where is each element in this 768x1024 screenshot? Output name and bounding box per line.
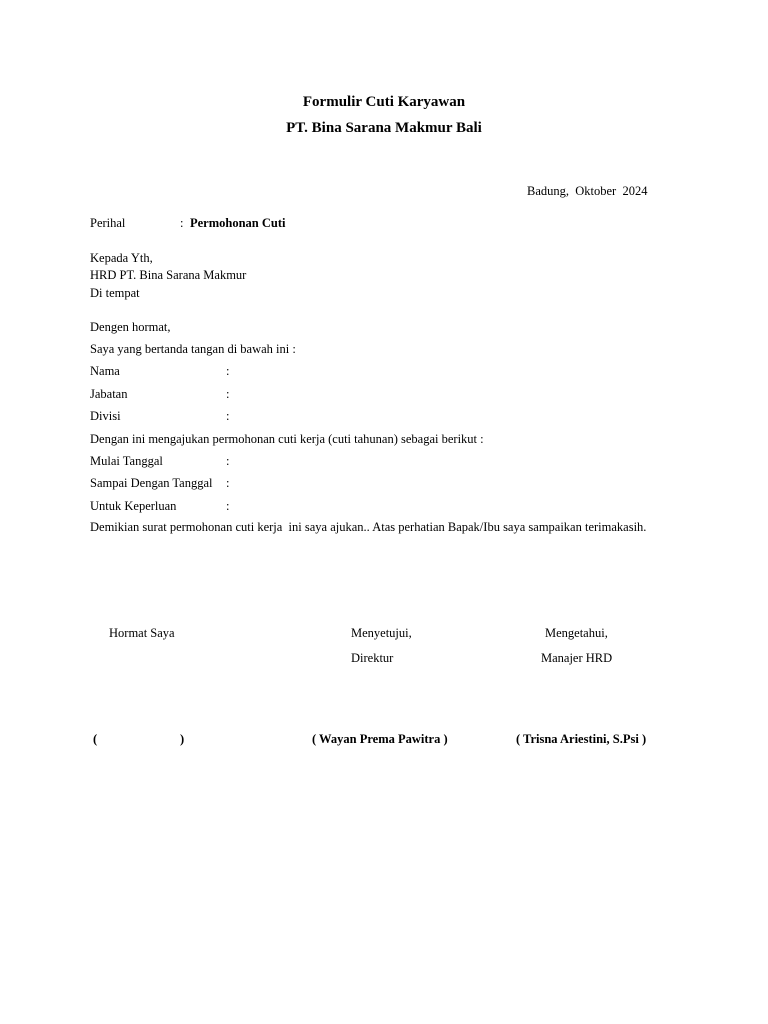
- field-colon: :: [226, 476, 230, 490]
- intro-text: Saya yang bertanda tangan di bawah ini :: [90, 342, 296, 356]
- field-colon: :: [226, 409, 230, 423]
- field-label-jabatan: Jabatan: [90, 387, 128, 401]
- recipient-line-3: Di tempat: [90, 286, 140, 300]
- subject-value: Permohonan Cuti: [190, 216, 286, 230]
- signature-role-director: Direktur: [351, 651, 394, 665]
- field-label-keperluan: Untuk Keperluan: [90, 499, 177, 513]
- place-date: Badung, Oktober 2024: [527, 184, 648, 198]
- request-text: Dengan ini mengajukan permohonan cuti kerja (cuti tahunan) sebagai berikut :: [90, 432, 484, 446]
- signature-heading-hr: Mengetahui,: [545, 626, 608, 640]
- signature-name-hr: ( Trisna Ariestini, S.Psi ): [516, 732, 647, 746]
- signature-open-paren: (: [93, 732, 98, 746]
- signature-close-paren: ): [180, 732, 185, 746]
- field-label-divisi: Divisi: [90, 409, 121, 423]
- field-colon: :: [226, 364, 230, 378]
- signature-heading-employee: Hormat Saya: [109, 626, 175, 640]
- form-title: Formulir Cuti Karyawan: [302, 94, 466, 110]
- subject-label: Perihal: [90, 216, 126, 230]
- signature-name-director: ( Wayan Prema Pawitra ): [312, 732, 448, 746]
- company-name: PT. Bina Sarana Makmur Bali: [286, 120, 482, 136]
- field-label-sampai-tanggal: Sampai Dengan Tanggal: [90, 476, 213, 490]
- field-colon: :: [226, 499, 230, 513]
- signature-heading-director: Menyetujui,: [351, 626, 412, 640]
- greeting: Dengen hormat,: [90, 320, 171, 334]
- signature-role-hr: Manajer HRD: [541, 651, 613, 665]
- field-label-mulai-tanggal: Mulai Tanggal: [90, 454, 163, 468]
- recipient-line-2: HRD PT. Bina Sarana Makmur: [90, 268, 247, 282]
- subject-colon: :: [180, 216, 184, 230]
- closing-text: Demikian surat permohonan cuti kerja ini saya ajukan.. Atas perhatian Bapak/Ibu saya sampaikan terimakasih.: [90, 520, 647, 534]
- field-colon: :: [226, 454, 230, 468]
- recipient-line-1: Kepada Yth,: [90, 251, 153, 265]
- field-label-nama: Nama: [90, 364, 120, 378]
- field-colon: :: [226, 387, 230, 401]
